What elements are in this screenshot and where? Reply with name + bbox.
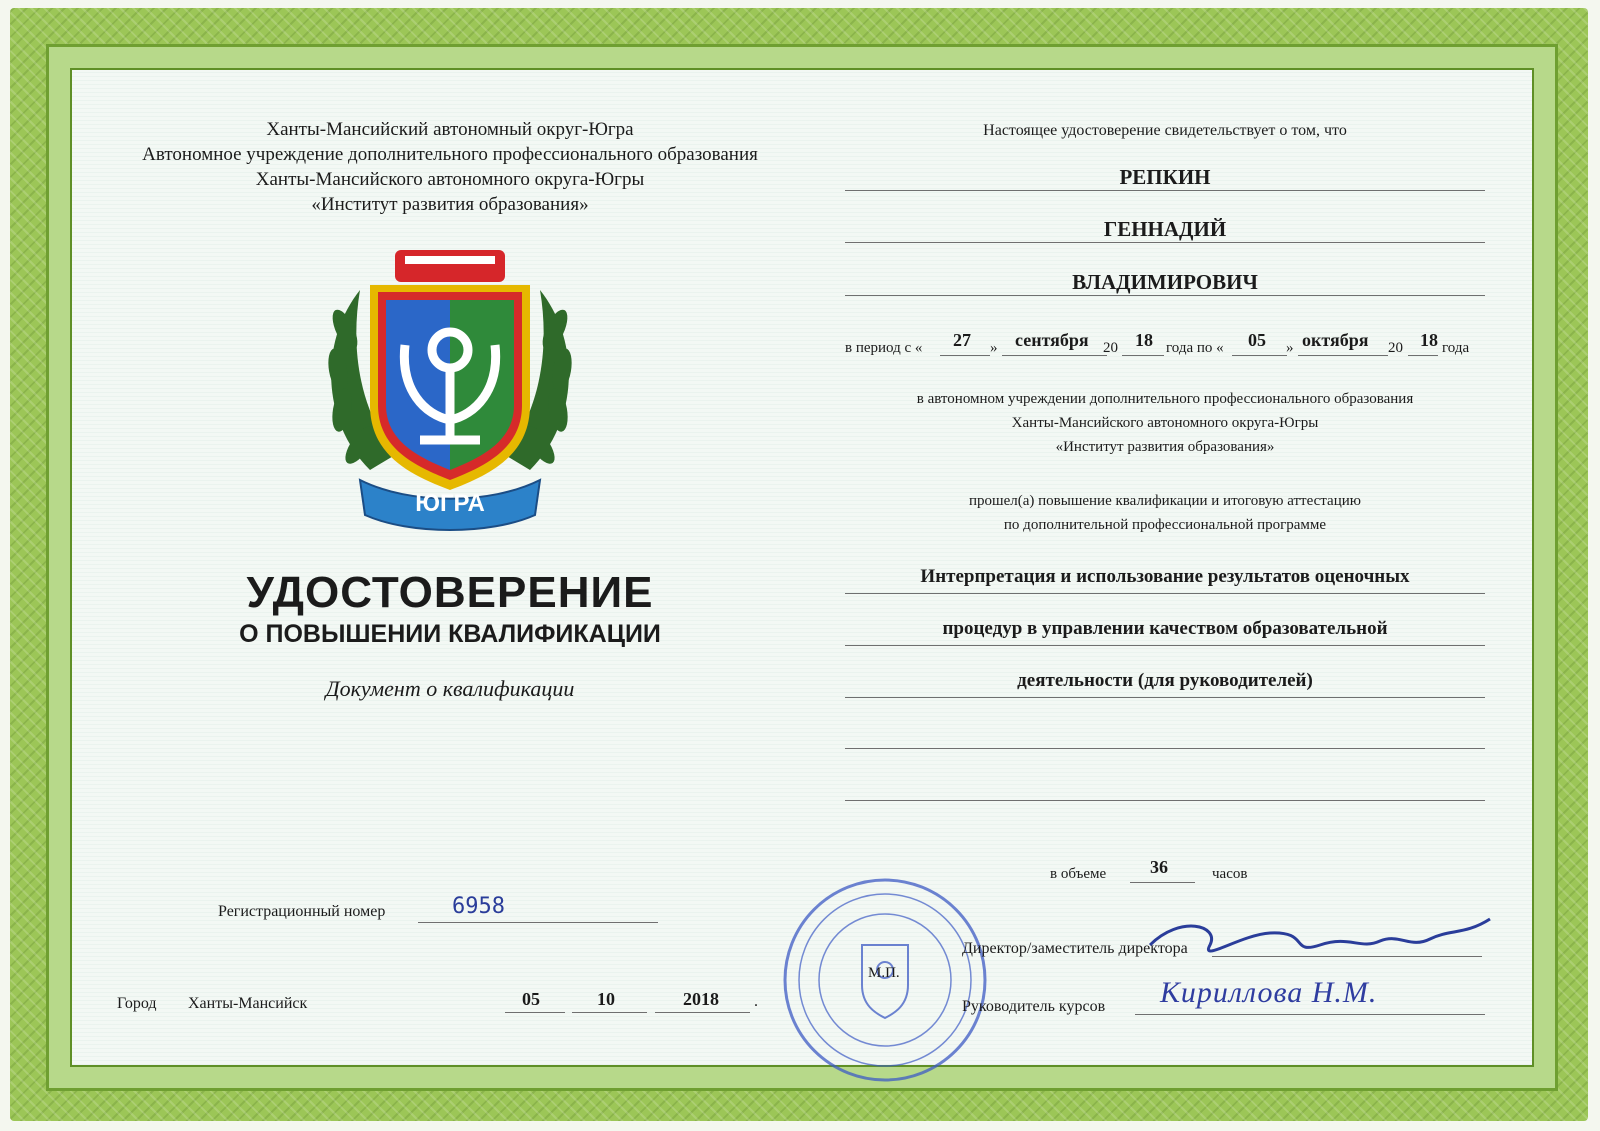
registration-label: Регистрационный номер (218, 903, 386, 920)
patronymic-underline (845, 295, 1485, 296)
first-name: ГЕННАДИЙ (1103, 217, 1227, 241)
program-underline-5 (845, 800, 1485, 801)
program-line-1: Интерпретация и использование результатов оценочных (920, 566, 1410, 587)
emblem-ribbon-text: ЮГРА (415, 490, 485, 517)
surname-underline (845, 190, 1485, 191)
passed-line-1: прошел(а) повышение квалификации и итоговую аттестацию (969, 493, 1361, 509)
registration-underline (418, 922, 658, 923)
period-end-month: октября (1302, 330, 1369, 350)
period-start-day: 27 (953, 330, 971, 350)
institution-line-3: «Институт развития образования» (1055, 439, 1275, 455)
program-underline-1 (845, 593, 1485, 594)
hours-value: 36 (1150, 857, 1168, 877)
period-end-day: 05 (1248, 330, 1266, 350)
stamp-mark: М.П. (868, 965, 900, 981)
start-day-underline (940, 355, 990, 356)
passed-line-2: по дополнительной профессиональной программе (1003, 517, 1327, 533)
issuer-line-3: Ханты-Мансийского автономного округа-Югры (255, 169, 645, 190)
hours-unit: часов (1212, 866, 1248, 882)
surname: РЕПКИН (1119, 165, 1211, 189)
start-month-underline (1002, 355, 1107, 356)
issuer-line-1: Ханты-Мансийский автономный округ-Югра (266, 119, 634, 140)
institution-line-1: в автономном учреждении дополнительного профессионального образования (916, 391, 1414, 407)
issue-day: 05 (522, 989, 540, 1009)
director-label: Директор/заместитель директора (962, 940, 1188, 957)
end-year-underline (1408, 355, 1438, 356)
document-type: Документ о квалификации (325, 676, 575, 701)
period-close-quote: » (990, 340, 998, 356)
program-underline-3 (845, 697, 1485, 698)
period-start-month: сентября (1015, 330, 1089, 350)
city-value: Ханты-Мансийск (188, 995, 308, 1012)
period-start-year: 18 (1135, 330, 1153, 350)
program-underline-4 (845, 748, 1485, 749)
program-line-2: процедур в управлении качеством образовательной (942, 618, 1388, 639)
start-year-underline (1122, 355, 1164, 356)
issuer-line-2: Автономное учреждение дополнительного профессионального образования (142, 144, 758, 165)
date-month-underline (572, 1012, 647, 1013)
first-name-underline (845, 242, 1485, 243)
end-month-underline (1298, 355, 1388, 356)
date-year-underline (655, 1012, 750, 1013)
certificate-subtitle: О ПОВЫШЕНИИ КВАЛИФИКАЦИИ (239, 620, 661, 648)
period-end-year: 18 (1420, 330, 1438, 350)
course-head-signature-line (1135, 1014, 1485, 1015)
patronymic: ВЛАДИМИРОВИЧ (1072, 270, 1258, 294)
end-day-underline (1232, 355, 1287, 356)
program-line-3: деятельности (для руководителей) (1017, 670, 1313, 691)
period-suffix: года (1442, 340, 1470, 356)
hours-label: в объеме (1050, 866, 1107, 882)
director-signature-icon (1140, 905, 1500, 975)
program-underline-2 (845, 645, 1485, 646)
issue-month: 10 (597, 989, 615, 1009)
issue-date-dot: . (754, 993, 758, 1010)
issuer-line-4: «Институт развития образования» (311, 194, 589, 215)
course-head-label: Руководитель курсов (962, 998, 1106, 1015)
registration-number: 6958 (452, 894, 505, 919)
city-label: Город (117, 995, 157, 1012)
period-close-quote-2: » (1286, 340, 1294, 356)
period-mid: года по « (1166, 340, 1224, 356)
period-century-1: 20 (1103, 340, 1118, 356)
institution-line-2: Ханты-Мансийского автономного округа-Югры (1011, 415, 1319, 431)
issue-year: 2018 (683, 989, 719, 1009)
certificate-title: УДОСТОВЕРЕНИЕ (246, 568, 654, 617)
hours-underline (1130, 882, 1195, 883)
date-day-underline (505, 1012, 565, 1013)
period-century-2: 20 (1388, 340, 1403, 356)
intro-text: Настоящее удостоверение свидетельствует о том, что (983, 122, 1347, 139)
period-prefix: в период с « (845, 340, 923, 356)
course-head-signature: Кириллова Н.М. (1160, 976, 1378, 1009)
